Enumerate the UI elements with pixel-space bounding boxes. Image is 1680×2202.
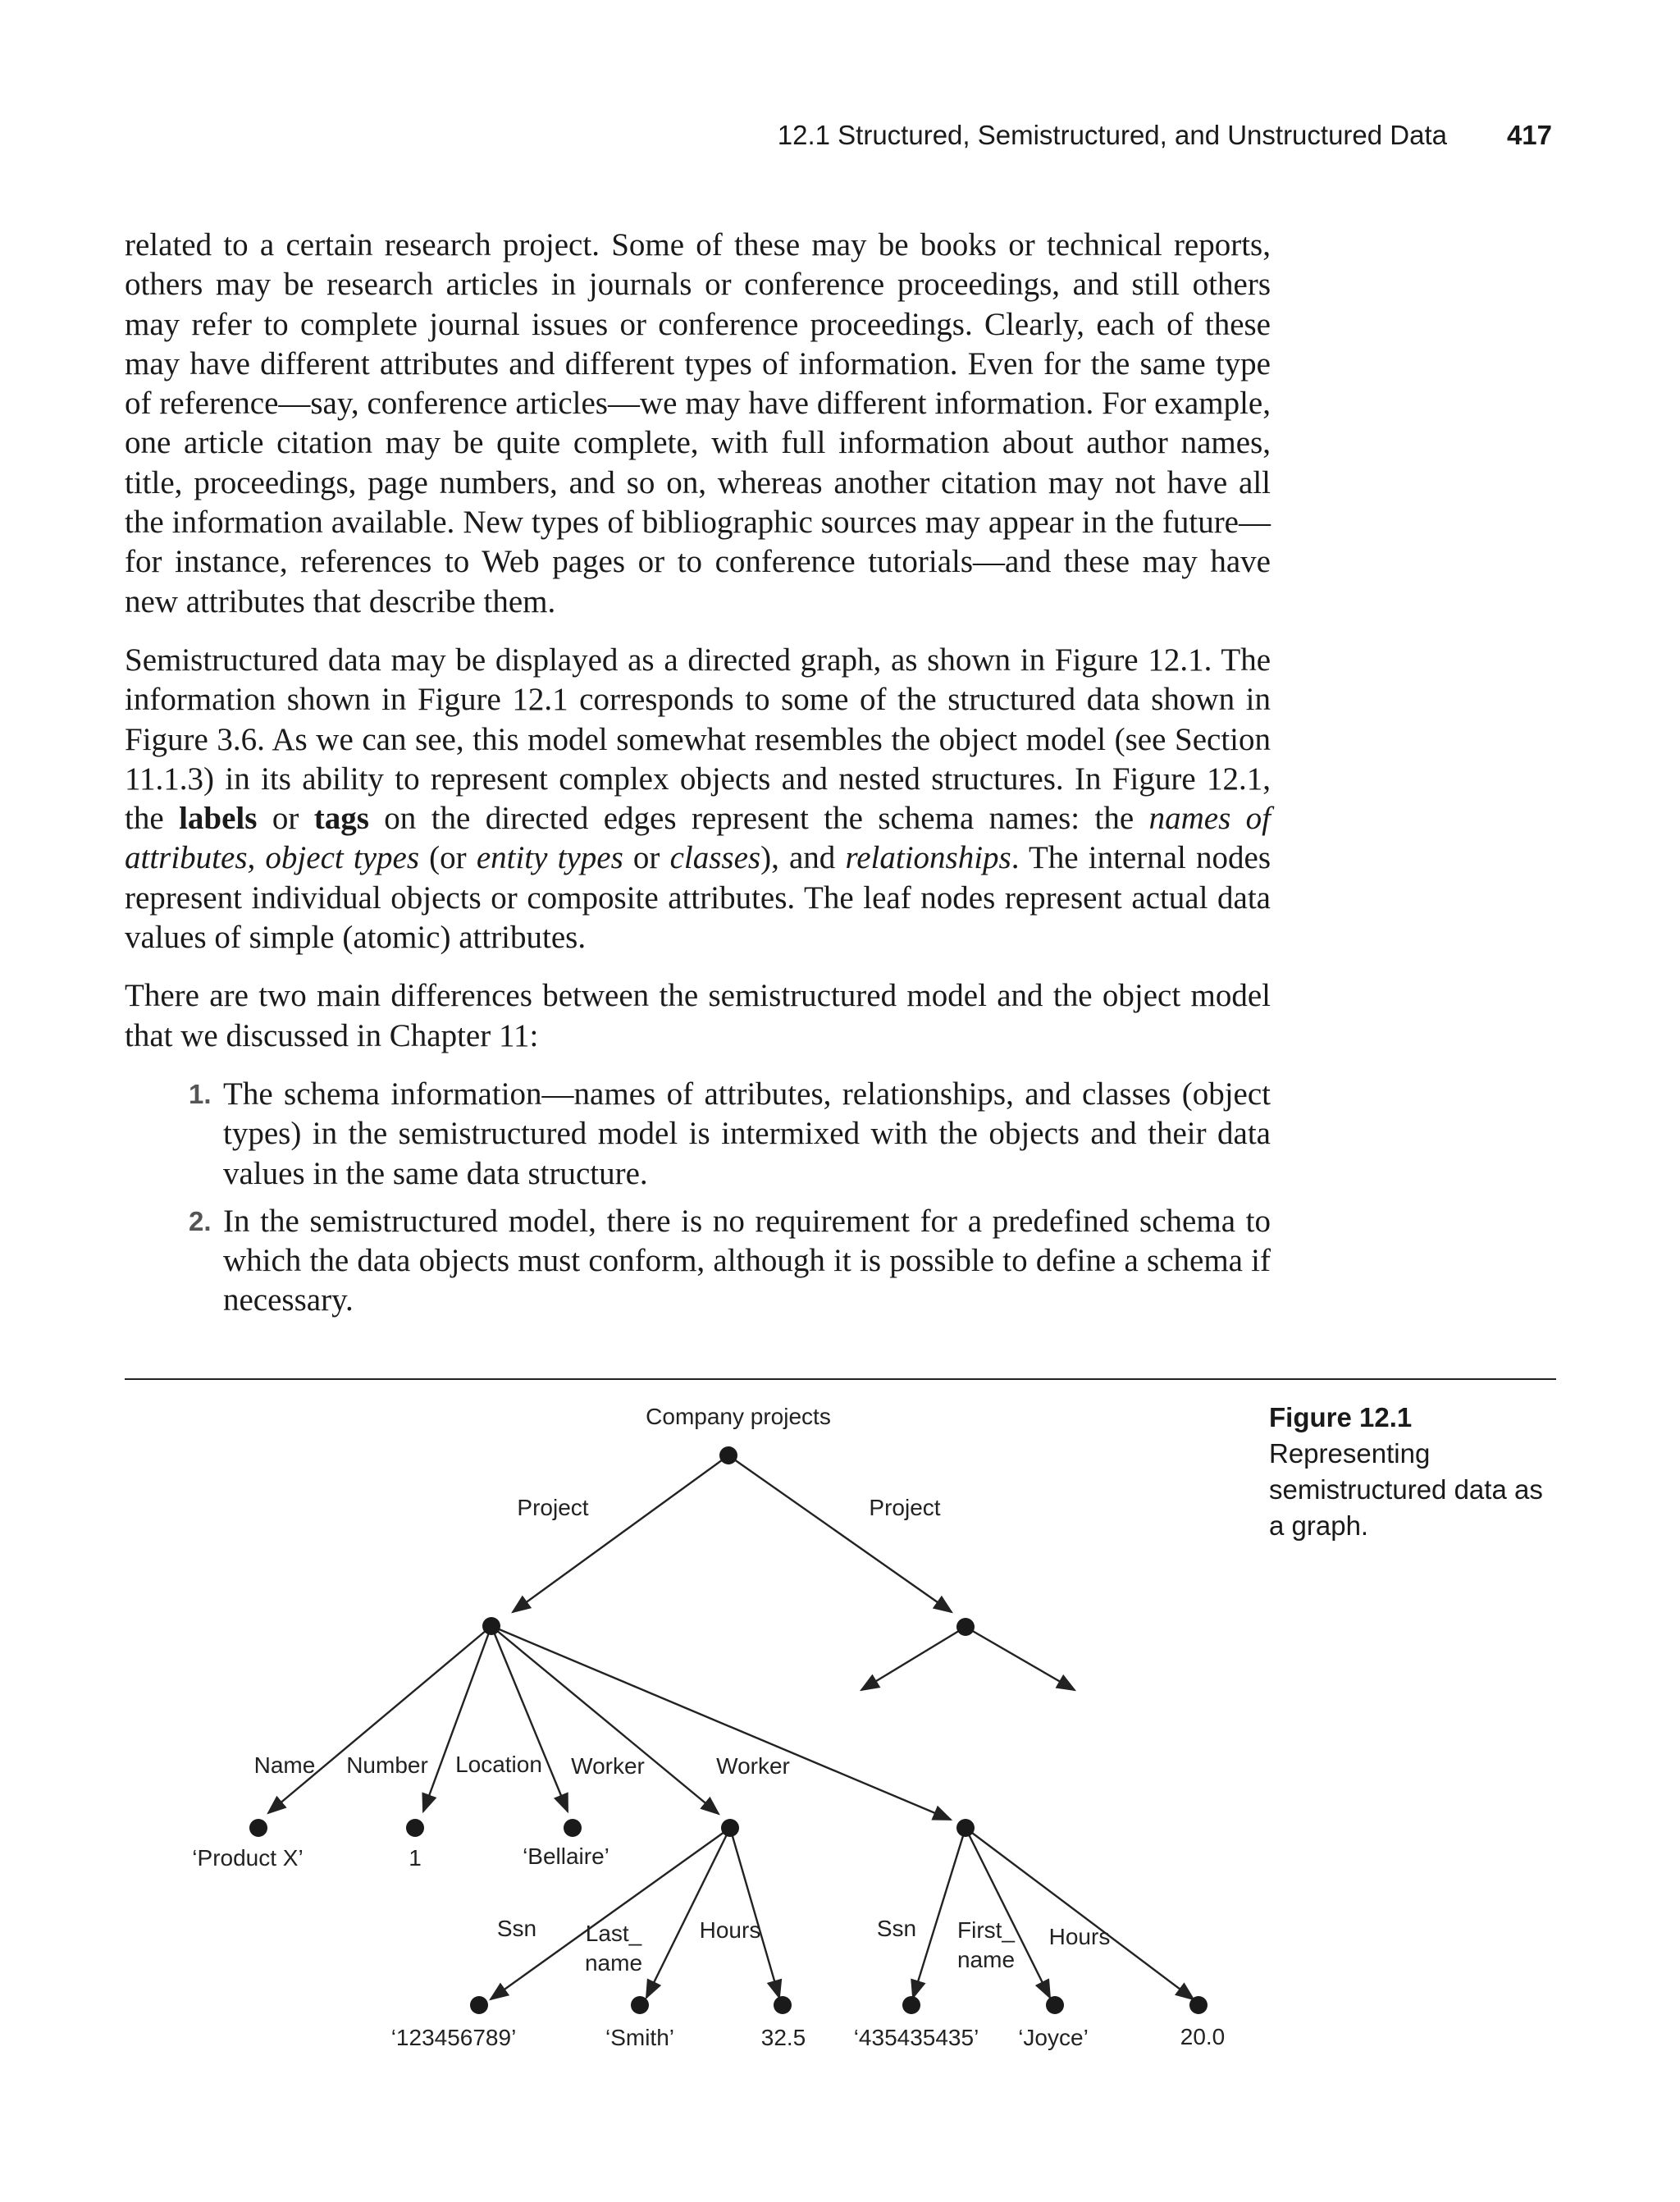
leaf-value-last-name: ‘Smith’ <box>605 2025 675 2050</box>
p2-text-b: on the directed edges represent the schema names: the <box>368 801 1149 837</box>
leaf-value-hours-1: 32.5 <box>760 2025 806 2050</box>
node-last-name-value <box>631 1996 649 2014</box>
leaf-value-hours-2: 20.0 <box>1180 2024 1226 2049</box>
body-text <box>125 226 1271 1329</box>
edge-label-first-name-1: First_ <box>957 1917 1015 1943</box>
edge-label-last-name-1: Last_ <box>585 1921 642 1946</box>
p2-text-c: (or <box>419 840 477 876</box>
edge-label-project-right: Project <box>869 1495 941 1520</box>
edge-label-worker-1: Worker <box>571 1753 645 1779</box>
list-text: The schema information—names of attributes, relationships, and classes (object types) in the semistructured model is intermixed with the objects and their data values in the same data structure. <box>223 1076 1271 1191</box>
node-project-2 <box>956 1618 975 1636</box>
p2-italic-entity-types: entity types <box>476 840 623 876</box>
p2-italic-names: names of attributes, object types <box>125 801 1271 876</box>
edge-worker-1 <box>491 1626 719 1814</box>
page-number: 417 <box>1506 120 1552 150</box>
list-text: In the semistructured model, there is no requirement for a predefined schema to which the data objects must conform, although it is possible to define a schema if necessary. <box>223 1203 1271 1318</box>
edge-label-first-name-2: name <box>956 1947 1016 1972</box>
list-number: 2. <box>189 1205 212 1236</box>
p2-italic-classes: classes <box>669 840 761 876</box>
leaf-value-first-name: ‘Joyce’ <box>1018 2025 1089 2050</box>
figure-label: Figure 12.1 <box>1269 1402 1413 1432</box>
paragraph-3: There are two main differences between the semistructured model and the object model that we discussed in Chapter 11: <box>125 978 1271 1053</box>
p2-text-a: Semistructured data may be displayed as a directed graph, as shown in Figure 12.1. The information shown in Figure 12.1 corresponds to some of the structured data shown in Figure 3.6. As we can see, this model somewhat resembles the object model (see Section 11.1.3) in its ability to represent complex objects and nested structures. In Figure 12.1, the <box>125 642 1271 837</box>
leaf-value-number: 1 <box>409 1845 422 1871</box>
edge-label-project-left: Project <box>517 1495 589 1520</box>
p2-bold-labels: labels <box>179 801 258 837</box>
node-hours-1-value <box>774 1996 792 2014</box>
running-head-title: 12.1 Structured, Semistructured, and Unstructured Data <box>777 120 1447 150</box>
leaf-value-ssn-1: ‘123456789’ <box>390 2025 517 2050</box>
node-worker-2 <box>956 1819 975 1837</box>
edge-right-child-a <box>861 1627 966 1690</box>
node-root <box>719 1446 737 1464</box>
leaf-value-ssn-2: ‘435435435’ <box>853 2025 979 2050</box>
node-ssn-2-value <box>902 1996 920 2014</box>
p2-text-d: ), and <box>760 840 846 876</box>
list-item <box>125 1202 1271 1321</box>
list-item <box>125 1075 1271 1194</box>
edge-label-hours-2: Hours <box>1048 1924 1111 1949</box>
node-hours-2-value <box>1189 1996 1208 2014</box>
edge-hours-2 <box>966 1828 1194 1999</box>
edge-right-child-b <box>966 1627 1075 1690</box>
edge-worker-2 <box>491 1626 951 1820</box>
node-worker-1 <box>721 1819 739 1837</box>
paragraph-2 <box>125 641 1271 957</box>
edge-label-worker-2: Worker <box>716 1753 790 1779</box>
edge-project-left <box>513 1455 728 1612</box>
edge-hours-1 <box>730 1828 779 1998</box>
p2-italic-relationships: relationships <box>845 840 1011 876</box>
node-name-value <box>249 1819 267 1837</box>
node-first-name-value <box>1046 1996 1064 2014</box>
node-ssn-1-value <box>470 1996 488 2014</box>
edge-project-right <box>728 1455 952 1612</box>
edge-label-ssn-2: Ssn <box>876 1916 917 1941</box>
node-location-value <box>564 1819 582 1837</box>
running-header <box>125 120 1552 156</box>
edge-label-last-name-2: name <box>584 1950 643 1976</box>
node-number-value <box>406 1819 424 1837</box>
edge-label-number: Number <box>346 1752 428 1778</box>
root-label: Company projects <box>646 1404 831 1429</box>
semistructured-graph-figure <box>0 1378 1680 2202</box>
edge-last-name <box>646 1828 730 1998</box>
edge-label-ssn-1: Ssn <box>496 1916 537 1941</box>
edge-label-name: Name <box>253 1752 316 1778</box>
differences-list <box>125 1075 1271 1321</box>
paragraph-1: related to a certain research project. Some of these may be books or technical reports, others may be research articles in journals or conference proceedings, and still others may refer to complete journal issues or conference proceedings. Clearly, each of these may have different attributes and different types of information. Even for the same type of reference—say, conference articles—we may have different information. For example, one article citation may be quite complete, with full information about author names, title, proceedings, page numbers, and so on, whereas another citation may not have all the information available. New types of bibliographic sources may appear in the future—for instance, references to Web pages or to conference tutorials—and these may have new attributes that describe them. <box>125 227 1271 619</box>
p2-text-or1: or <box>257 801 314 837</box>
figure-caption-text: Representing semistructured data as a graph. <box>1269 1438 1543 1541</box>
node-project-1 <box>482 1617 500 1635</box>
list-number: 1. <box>189 1078 212 1109</box>
p2-bold-tags: tags <box>313 801 369 837</box>
leaf-value-name: ‘Product X’ <box>192 1845 304 1871</box>
edge-label-hours-1: Hours <box>699 1917 761 1943</box>
p2-text-or2: or <box>623 840 670 876</box>
p2-text-e: . The internal nodes represent individual objects or composite attributes. The leaf nodes represent actual data values of simple (atomic) attributes. <box>125 840 1271 956</box>
edge-label-location: Location <box>455 1752 542 1777</box>
leaf-value-location: ‘Bellaire’ <box>523 1843 609 1869</box>
